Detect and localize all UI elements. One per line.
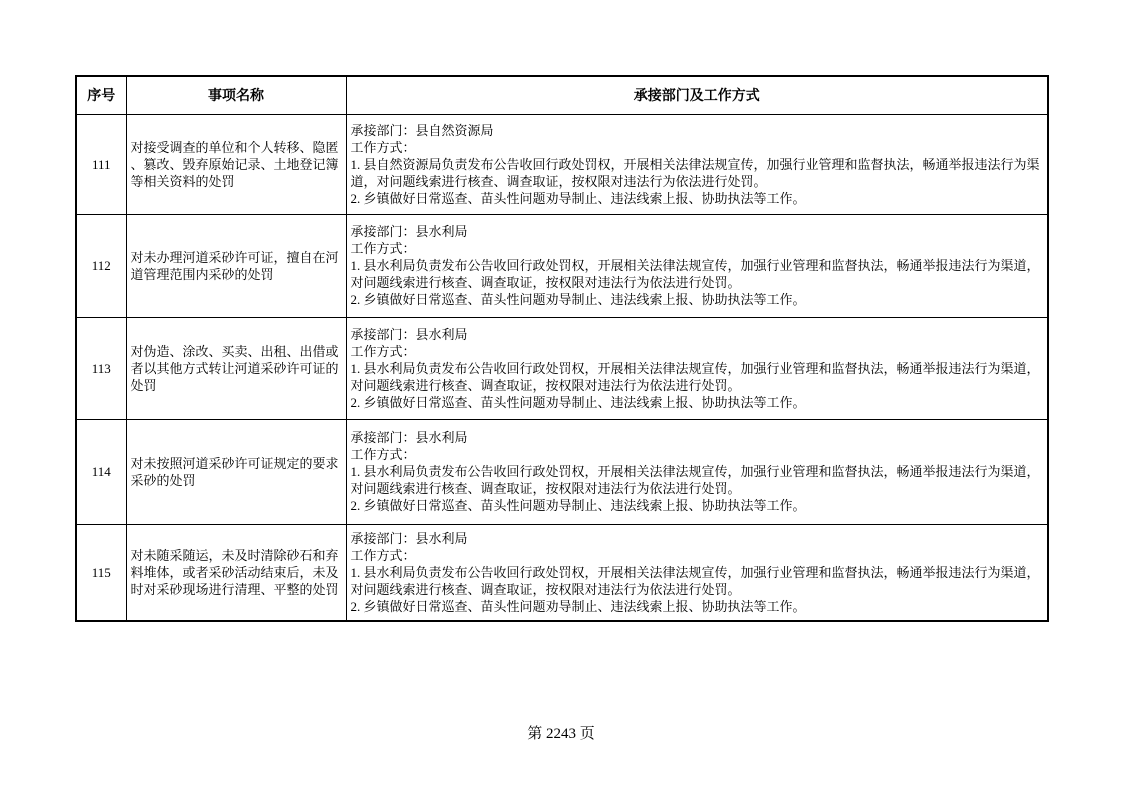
row-number: 114	[76, 419, 126, 524]
detail-method-1: 1. 县自然资源局负责发布公告收回行政处罚权，开展相关法律法规宣传，加强行业管理和监督执法，畅通举报违法行为渠道，对问题线索进行核查、调查取证，按权限对违法行为依法进行处罚。	[350, 156, 1040, 189]
item-detail	[346, 214, 1048, 317]
item-name: 对接受调查的单位和个人转移、隐匿、篡改、毁弃原始记录、土地登记簿等相关资料的处罚	[126, 114, 346, 214]
detail-method-2: 2. 乡镇做好日常巡查、苗头性问题劝导制止、违法线索上报、协助执法等工作。	[350, 598, 806, 614]
item-name: 对未随采随运，未及时清除砂石和弃料堆体，或者采砂活动结束后，未及时对采砂现场进行清理、平整的处罚	[126, 524, 346, 621]
detail-method-1: 1. 县水利局负责发布公告收回行政处罚权，开展相关法律法规宣传，加强行业管理和监督执法，畅通举报违法行为渠道，对问题线索进行核查、调查取证，按权限对违法行为依法进行处罚。	[350, 258, 1040, 290]
table-row	[76, 114, 1048, 214]
detail-method-label: 工作方式：	[350, 343, 416, 359]
detail-method-2: 2. 乡镇做好日常巡查、苗头性问题劝导制止、违法线索上报、协助执法等工作。	[350, 498, 806, 513]
row-number: 111	[76, 114, 126, 214]
detail-department: 承接部门：县水利局	[350, 430, 468, 445]
table-row	[76, 317, 1048, 419]
detail-department: 承接部门：县自然资源局	[350, 122, 494, 138]
item-detail	[346, 524, 1048, 621]
table-row	[76, 524, 1048, 621]
row-number: 115	[76, 524, 126, 621]
table-header-row	[76, 76, 1048, 114]
item-detail	[346, 419, 1048, 524]
detail-method-1: 1. 县水利局负责发布公告收回行政处罚权，开展相关法律法规宣传，加强行业管理和监督执法，畅通举报违法行为渠道，对问题线索进行核查、调查取证，按权限对违法行为依法进行处罚。	[350, 360, 1040, 393]
row-number: 112	[76, 214, 126, 317]
detail-method-label: 工作方式：	[350, 547, 416, 563]
item-detail	[346, 317, 1048, 419]
detail-method-1: 1. 县水利局负责发布公告收回行政处罚权，开展相关法律法规宣传，加强行业管理和监督执法，畅通举报违法行为渠道，对问题线索进行核查、调查取证，按权限对违法行为依法进行处罚。	[350, 464, 1040, 496]
detail-method-2: 2. 乡镇做好日常巡查、苗头性问题劝导制止、违法线索上报、协助执法等工作。	[350, 292, 806, 307]
detail-method-label: 工作方式：	[350, 139, 416, 155]
detail-method-2: 2. 乡镇做好日常巡查、苗头性问题劝导制止、违法线索上报、协助执法等工作。	[350, 394, 806, 410]
item-name: 对伪造、涂改、买卖、出租、出借或者以其他方式转让河道采砂许可证的处罚	[126, 317, 346, 419]
header-no: 序号	[76, 76, 126, 114]
detail-method-2: 2. 乡镇做好日常巡查、苗头性问题劝导制止、违法线索上报、协助执法等工作。	[350, 190, 806, 206]
detail-department: 承接部门：县水利局	[350, 530, 468, 546]
items-table	[75, 75, 1049, 622]
row-number: 113	[76, 317, 126, 419]
item-detail	[346, 114, 1048, 214]
detail-method-1: 1. 县水利局负责发布公告收回行政处罚权，开展相关法律法规宣传，加强行业管理和监督执法，畅通举报违法行为渠道，对问题线索进行核查、调查取证，按权限对违法行为依法进行处罚。	[350, 564, 1040, 597]
header-name: 事项名称	[126, 76, 346, 114]
table-row	[76, 214, 1048, 317]
item-name: 对未按照河道采砂许可证规定的要求采砂的处罚	[126, 419, 346, 524]
detail-method-label: 工作方式：	[350, 447, 416, 462]
table-row	[76, 419, 1048, 524]
detail-department: 承接部门：县水利局	[350, 224, 468, 239]
detail-method-label: 工作方式：	[350, 241, 416, 256]
page-number: 第 2243 页	[527, 726, 595, 742]
header-detail: 承接部门及工作方式	[346, 76, 1048, 114]
detail-department: 承接部门：县水利局	[350, 326, 468, 342]
item-name: 对未办理河道采砂许可证，擅自在河道管理范围内采砂的处罚	[126, 214, 346, 317]
